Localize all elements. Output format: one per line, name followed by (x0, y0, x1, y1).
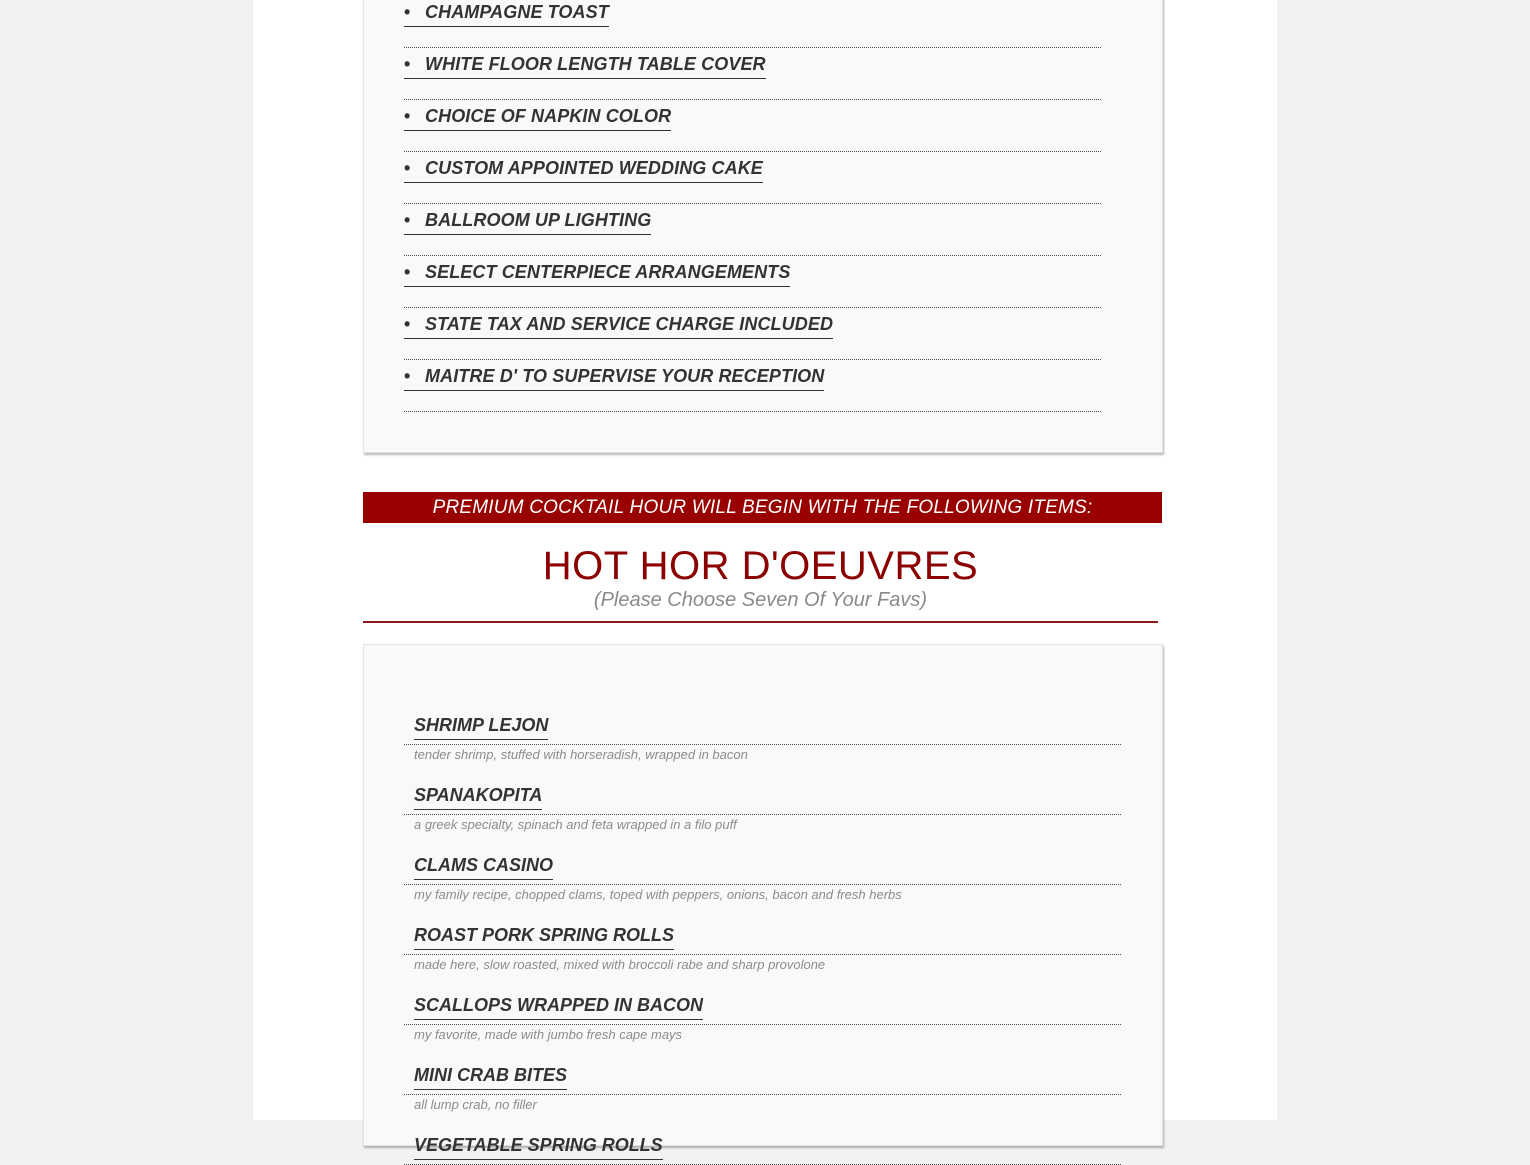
inclusion-item (404, 203, 1101, 256)
inclusion-label: STATE TAX AND SERVICE CHARGE INCLUDED (425, 314, 834, 334)
inclusion-link[interactable] (404, 262, 790, 287)
inclusion-link[interactable] (404, 2, 609, 27)
inclusion-link[interactable] (404, 314, 833, 339)
menu-item-description: made here, slow roasted, mixed with broccoli rabe and sharp provolone (414, 957, 826, 972)
inclusion-link[interactable] (404, 106, 671, 131)
menu-item (404, 1025, 1121, 1112)
bullet-icon: • (404, 106, 411, 126)
inclusion-item (404, 47, 1101, 100)
menu-item-name[interactable]: SCALLOPS WRAPPED IN BACON (414, 995, 703, 1020)
menu-item-description: my favorite, made with jumbo fresh cape mays (414, 1027, 683, 1042)
bullet-icon: • (404, 54, 411, 74)
inclusion-label: MAITRE D' TO SUPERVISE YOUR RECEPTION (425, 366, 825, 386)
menu-item-description: my family recipe, chopped clams, toped with peppers, onions, bacon and fresh herbs (414, 887, 902, 902)
bullet-icon: • (404, 366, 411, 386)
menu-item-name[interactable]: SPANAKOPITA (414, 785, 542, 810)
menu-item (404, 1095, 1121, 1165)
menu-item-description: all lump crab, no filler (414, 1097, 537, 1112)
menu-item-name[interactable]: MINI CRAB BITES (414, 1065, 567, 1090)
menu-item-name[interactable]: VEGETABLE SPRING ROLLS (414, 1135, 663, 1160)
inclusion-item (404, 99, 1101, 152)
hors-doeuvres-menu-card (363, 644, 1163, 1155)
inclusion-item (404, 359, 1101, 412)
package-inclusions-card (363, 0, 1163, 453)
inclusion-label: CUSTOM APPOINTED WEDDING CAKE (425, 158, 763, 178)
menu-item-name[interactable]: SHRIMP LEJON (414, 715, 548, 740)
section-subtitle: (Please Choose Seven Of Your Favs) (593, 589, 928, 611)
menu-item (404, 885, 1121, 972)
inclusion-link[interactable] (404, 366, 824, 391)
inclusion-item (404, 151, 1101, 204)
menu-item-description: tender shrimp, stuffed with horseradish, wrapped in bacon (414, 747, 748, 762)
inclusion-link[interactable] (404, 54, 766, 79)
inclusion-link[interactable] (404, 210, 651, 235)
section-title: HOT HOR D'OEUVRES (542, 544, 979, 588)
menu-item-description: a greek specialty, spinach and feta wrapped in a filo puff (414, 817, 737, 832)
menu-item (404, 955, 1121, 1042)
bullet-icon: • (404, 210, 411, 230)
inclusion-item (404, 0, 1101, 48)
inclusion-item (404, 307, 1101, 360)
inclusion-label: CHOICE OF NAPKIN COLOR (425, 106, 672, 126)
inclusion-label: WHITE FLOOR LENGTH TABLE COVER (425, 54, 766, 74)
menu-item (404, 675, 1121, 762)
menu-item (404, 745, 1121, 832)
section-divider (363, 621, 1158, 623)
menu-item-name[interactable]: CLAMS CASINO (414, 855, 553, 880)
bullet-icon: • (404, 2, 411, 22)
inclusion-label: CHAMPAGNE TOAST (425, 2, 609, 22)
bullet-icon: • (404, 158, 411, 178)
menu-item (404, 815, 1121, 902)
bullet-icon: • (404, 314, 411, 334)
bullet-icon: • (404, 262, 411, 282)
cocktail-hour-banner: PREMIUM COCKTAIL HOUR WILL BEGIN WITH THE FOLLOWING ITEMS: (363, 492, 1162, 523)
inclusion-label: SELECT CENTERPIECE ARRANGEMENTS (425, 262, 791, 282)
inclusion-label: BALLROOM UP LIGHTING (425, 210, 652, 230)
inclusion-link[interactable] (404, 158, 763, 183)
menu-item-name[interactable]: ROAST PORK SPRING ROLLS (414, 925, 674, 950)
inclusion-item (404, 255, 1101, 308)
